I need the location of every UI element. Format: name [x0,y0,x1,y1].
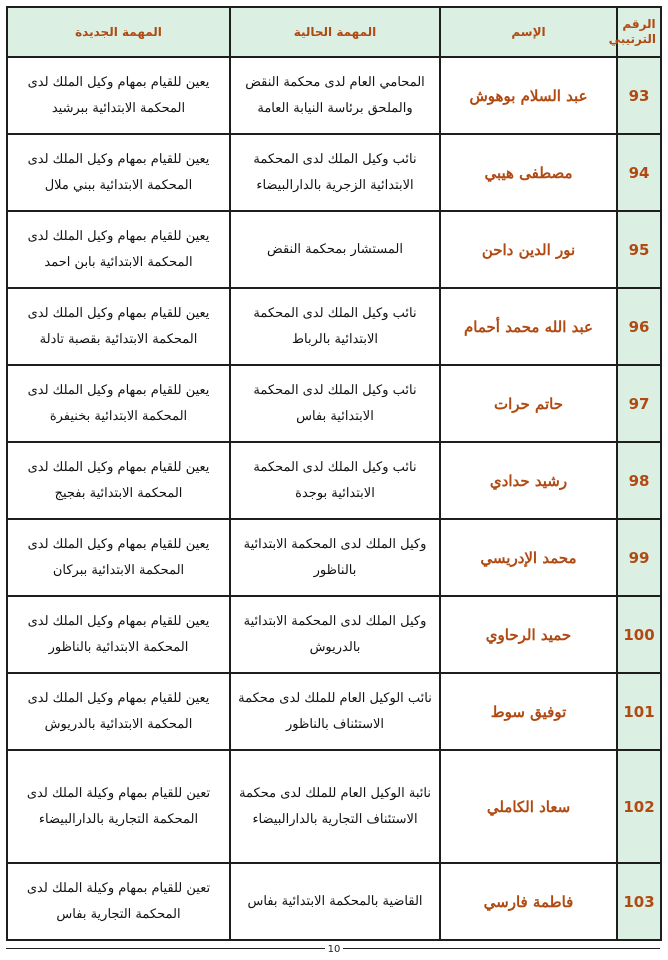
table-row [7,365,661,442]
current-task: نائب وكيل الملك لدى المحكمة الابتدائية بوجدة [230,442,440,519]
current-task: وكيل الملك لدى المحكمة الابتدائية بالناظور [230,519,440,596]
person-name: عبد السلام بوهوش [440,57,617,134]
person-name: عبد الله محمد أحمام [440,288,617,365]
page-number [0,944,668,955]
table-row [7,596,661,673]
rank-number: 97 [617,365,661,442]
person-name: فاطمة فارسي [440,863,617,940]
current-task: القاضية بالمحكمة الابتدائية بفاس [230,863,440,940]
current-task: المحامي العام لدى محكمة النقض والملحق برئاسة النيابة العامة [230,57,440,134]
rank-number: 99 [617,519,661,596]
current-task: وكيل الملك لدى المحكمة الابتدائية بالدريوش [230,596,440,673]
current-task: نائب وكيل الملك لدى المحكمة الابتدائية بفاس [230,365,440,442]
new-task: يعين للقيام بمهام وكيل الملك لدى المحكمة الابتدائية ببركان [7,519,230,596]
person-name: مصطفى هيبي [440,134,617,211]
new-task: يعين للقيام بمهام وكيل الملك لدى المحكمة الابتدائية بابن احمد [7,211,230,288]
rank-number: 100 [617,596,661,673]
person-name: حميد الرحاوي [440,596,617,673]
table-row [7,211,661,288]
current-task: نائبة الوكيل العام للملك لدى محكمة الاستئناف التجارية بالدارالبيضاء [230,750,440,863]
table-header-row [7,7,661,57]
rank-number: 98 [617,442,661,519]
person-name: نور الدين داحن [440,211,617,288]
new-task: يعين للقيام بمهام وكيل الملك لدى المحكمة الابتدائية بفجيج [7,442,230,519]
table-row [7,288,661,365]
header-rank [608,7,661,57]
current-task: نائب وكيل الملك لدى المحكمة الابتدائية بالرباط [230,288,440,365]
rank-number: 102 [617,750,661,863]
header-name: الإسم [440,7,617,57]
table-row [7,57,661,134]
table-row [7,863,661,940]
table-body [7,57,661,940]
person-name: محمد الإدريسي [440,519,617,596]
rank-number: 101 [617,673,661,750]
table-row [7,750,661,863]
header-new-task: المهمة الجديدة [7,7,230,57]
rank-number: 94 [617,134,661,211]
person-name: رشيد حدادي [440,442,617,519]
appointments-table [6,6,662,941]
new-task: يعين للقيام بمهام وكيل الملك لدى المحكمة الابتدائية بخنيفرة [7,365,230,442]
current-task: نائب وكيل الملك لدى المحكمة الابتدائية الزجرية بالدارالبيضاء [230,134,440,211]
new-task: يعين للقيام بمهام وكيل الملك لدى المحكمة الابتدائية بقصبة تادلة [7,288,230,365]
new-task: تعين للقيام بمهام وكيلة الملك لدى المحكمة التجارية بفاس [7,863,230,940]
new-task: يعين للقيام بمهام وكيل الملك لدى المحكمة الابتدائية ببرشيد [7,57,230,134]
new-task: يعين للقيام بمهام وكيل الملك لدى المحكمة الابتدائية ببني ملال [7,134,230,211]
new-task: تعين للقيام بمهام وكيلة الملك لدى المحكمة التجارية بالدارالبيضاء [7,750,230,863]
table-row [7,134,661,211]
person-name: حاتم حرات [440,365,617,442]
table-row [7,519,661,596]
page-number-text: 10 [325,944,344,955]
table-row [7,673,661,750]
current-task: المستشار بمحكمة النقض [230,211,440,288]
person-name: سعاد الكاملي [440,750,617,863]
rank-number: 103 [617,863,661,940]
rank-number: 93 [617,57,661,134]
table-row [7,442,661,519]
new-task: يعين للقيام بمهام وكيل الملك لدى المحكمة الابتدائية بالناظور [7,596,230,673]
header-current-task: المهمة الحالية [230,7,440,57]
current-task: نائب الوكيل العام للملك لدى محكمة الاستئناف بالناظور [230,673,440,750]
rank-number: 96 [617,288,661,365]
rank-number: 95 [617,211,661,288]
person-name: توفيق سوط [440,673,617,750]
header-rank-line1: الرقم [622,17,656,31]
header-rank-line2: الترتيبي [608,32,656,46]
new-task: يعين للقيام بمهام وكيل الملك لدى المحكمة الابتدائية بالدريوش [7,673,230,750]
